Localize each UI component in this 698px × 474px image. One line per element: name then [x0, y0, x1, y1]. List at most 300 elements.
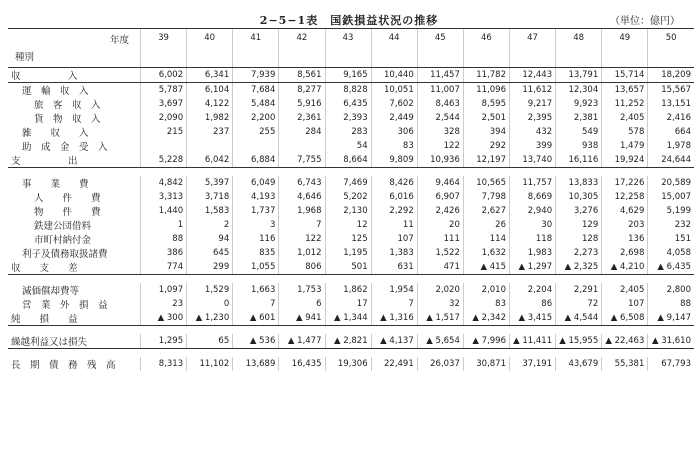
- value-cell: 549: [556, 125, 602, 139]
- table-row: [8, 125, 694, 139]
- year-header-cell: 42: [279, 29, 325, 68]
- row-label: [8, 311, 141, 326]
- value-cell: 2,381: [556, 111, 602, 125]
- value-cell: 15,714: [602, 68, 648, 83]
- value-cell: ▲ 415: [463, 260, 509, 275]
- value-cell: 12,443: [510, 68, 556, 83]
- value-cell: 1,632: [463, 246, 509, 260]
- value-cell: 8,669: [510, 190, 556, 204]
- row-label-text: 減価償却費等: [22, 286, 80, 297]
- value-cell: 11,007: [417, 83, 463, 98]
- value-cell: 6,104: [187, 83, 233, 98]
- section-gap: [8, 275, 694, 284]
- value-cell: 5,397: [187, 176, 233, 190]
- value-cell: 8,313: [141, 357, 187, 371]
- value-cell: 3,313: [141, 190, 187, 204]
- value-cell: 2,395: [510, 111, 556, 125]
- row-label: [8, 232, 141, 246]
- value-cell: 3: [233, 218, 279, 232]
- table-row: [8, 68, 694, 83]
- row-label: [8, 357, 141, 371]
- value-cell: ▲ 2,325: [556, 260, 602, 275]
- value-cell: 7,602: [371, 97, 417, 111]
- value-cell: ▲ 6,508: [602, 311, 648, 326]
- section-gap: [8, 349, 694, 358]
- value-cell: 13,740: [510, 153, 556, 168]
- value-cell: 203: [602, 218, 648, 232]
- value-cell: ▲ 4,544: [556, 311, 602, 326]
- kind-header-label: 種別: [15, 52, 35, 63]
- value-cell: 11,096: [463, 83, 509, 98]
- row-label: [8, 97, 141, 111]
- value-cell: 8,463: [417, 97, 463, 111]
- value-cell: 1,522: [417, 246, 463, 260]
- value-cell: 20,589: [648, 176, 694, 190]
- row-label-text: 営 業 外 損 益: [22, 300, 108, 311]
- value-cell: 6: [279, 297, 325, 311]
- value-cell: 7,798: [463, 190, 509, 204]
- value-cell: 6,435: [325, 97, 371, 111]
- value-cell: 129: [556, 218, 602, 232]
- header-corner-cell: [8, 29, 141, 68]
- year-header-cell: 45: [417, 29, 463, 68]
- value-cell: 128: [556, 232, 602, 246]
- value-cell: 86: [510, 297, 556, 311]
- value-cell: 6,042: [187, 153, 233, 168]
- row-label: [8, 190, 141, 204]
- value-cell: 107: [371, 232, 417, 246]
- value-cell: 30,871: [463, 357, 509, 371]
- value-cell: 8,828: [325, 83, 371, 98]
- value-cell: 1,753: [279, 283, 325, 297]
- value-cell: 664: [648, 125, 694, 139]
- value-cell: 1,737: [233, 204, 279, 218]
- year-header-label: 年度: [109, 35, 129, 46]
- value-cell: 2,204: [510, 283, 556, 297]
- value-cell: 631: [371, 260, 417, 275]
- value-cell: 4,122: [187, 97, 233, 111]
- value-cell: 2,010: [463, 283, 509, 297]
- value-cell: 23: [141, 297, 187, 311]
- value-cell: 125: [325, 232, 371, 246]
- table-row: [8, 334, 694, 349]
- value-cell: 5,916: [279, 97, 325, 111]
- value-cell: 2,361: [279, 111, 325, 125]
- value-cell: 1,055: [233, 260, 279, 275]
- value-cell: 6,016: [371, 190, 417, 204]
- year-header-cell: 46: [463, 29, 509, 68]
- value-cell: 107: [602, 297, 648, 311]
- value-cell: 7,469: [325, 176, 371, 190]
- value-cell: 88: [648, 297, 694, 311]
- value-cell: 2: [187, 218, 233, 232]
- row-label-text: 繰越利益又は損失: [11, 337, 88, 348]
- value-cell: 43,679: [556, 357, 602, 371]
- table-row: [8, 246, 694, 260]
- value-cell: 4,646: [279, 190, 325, 204]
- value-cell: 118: [510, 232, 556, 246]
- value-cell: 1,440: [141, 204, 187, 218]
- value-cell: 11,102: [187, 357, 233, 371]
- value-cell: 2,449: [371, 111, 417, 125]
- section-gap: [8, 326, 694, 335]
- row-label-text: 物 件 費: [34, 207, 101, 218]
- value-cell: 24,644: [648, 153, 694, 168]
- value-cell: ▲ 1,477: [279, 334, 325, 349]
- row-label: [8, 68, 141, 83]
- value-cell: ▲ 7,996: [463, 334, 509, 349]
- value-cell: 2,501: [463, 111, 509, 125]
- value-cell: 2,405: [602, 111, 648, 125]
- row-label: [8, 83, 141, 98]
- value-cell: 6,002: [141, 68, 187, 83]
- value-cell: 5,484: [233, 97, 279, 111]
- row-label-text: 雑 収 入: [22, 128, 89, 139]
- value-cell: 9,165: [325, 68, 371, 83]
- value-cell: 136: [602, 232, 648, 246]
- value-cell: 18,209: [648, 68, 694, 83]
- value-cell: 8,561: [279, 68, 325, 83]
- table-row: [8, 218, 694, 232]
- value-cell: 1,968: [279, 204, 325, 218]
- value-cell: ▲ 1,297: [510, 260, 556, 275]
- value-cell: 399: [510, 139, 556, 153]
- value-cell: 26,037: [417, 357, 463, 371]
- value-cell: 151: [648, 232, 694, 246]
- value-cell: ▲ 6,435: [648, 260, 694, 275]
- value-cell: 5,787: [141, 83, 187, 98]
- value-cell: 2,292: [371, 204, 417, 218]
- value-cell: 2,698: [602, 246, 648, 260]
- value-cell: 835: [233, 246, 279, 260]
- value-cell: 1,195: [325, 246, 371, 260]
- value-cell: 4,058: [648, 246, 694, 260]
- row-label: [8, 204, 141, 218]
- year-header-cell: 44: [371, 29, 417, 68]
- value-cell: 1,583: [187, 204, 233, 218]
- value-cell: 7: [279, 218, 325, 232]
- table-row: [8, 97, 694, 111]
- value-cell: 16,116: [556, 153, 602, 168]
- value-cell: 8,426: [371, 176, 417, 190]
- value-cell: 774: [141, 260, 187, 275]
- value-cell: 9,217: [510, 97, 556, 111]
- value-cell: 645: [187, 246, 233, 260]
- row-label: [8, 218, 141, 232]
- row-label: [8, 125, 141, 139]
- value-cell: ▲ 1,517: [417, 311, 463, 326]
- value-cell: 32: [417, 297, 463, 311]
- value-cell: 284: [279, 125, 325, 139]
- value-cell: 3,718: [187, 190, 233, 204]
- table-row: [8, 139, 694, 153]
- value-cell: 6,907: [417, 190, 463, 204]
- value-cell: ▲ 1,230: [187, 311, 233, 326]
- value-cell: 299: [187, 260, 233, 275]
- value-cell: 12,304: [556, 83, 602, 98]
- value-cell: 30: [510, 218, 556, 232]
- value-cell: 116: [233, 232, 279, 246]
- value-cell: 26: [463, 218, 509, 232]
- value-cell: 7,684: [233, 83, 279, 98]
- value-cell: 8,595: [463, 97, 509, 111]
- table-row: [8, 283, 694, 297]
- row-label: [8, 297, 141, 311]
- value-cell: 11,457: [417, 68, 463, 83]
- value-cell: 1,479: [602, 139, 648, 153]
- value-cell: 111: [417, 232, 463, 246]
- value-cell: 1,954: [371, 283, 417, 297]
- table-title: 2−5−1表 国鉄損益状況の推移: [259, 14, 439, 27]
- value-cell: 2,090: [141, 111, 187, 125]
- row-label-text: 収 支 差: [11, 263, 78, 274]
- value-cell: [233, 139, 279, 153]
- table-row: [8, 297, 694, 311]
- value-cell: 7: [233, 297, 279, 311]
- year-header-cell: 43: [325, 29, 371, 68]
- value-cell: 1,983: [510, 246, 556, 260]
- value-cell: ▲ 2,821: [325, 334, 371, 349]
- value-cell: 1: [141, 218, 187, 232]
- value-cell: 15,007: [648, 190, 694, 204]
- value-cell: 37,191: [510, 357, 556, 371]
- value-cell: ▲ 15,955: [556, 334, 602, 349]
- value-cell: 19,924: [602, 153, 648, 168]
- value-cell: 17,226: [602, 176, 648, 190]
- value-cell: 11,252: [602, 97, 648, 111]
- value-cell: 22,491: [371, 357, 417, 371]
- row-label-text: 人 件 費: [34, 193, 101, 204]
- table-row: [8, 153, 694, 168]
- value-cell: 114: [463, 232, 509, 246]
- value-cell: ▲ 3,415: [510, 311, 556, 326]
- row-label-text: 長 期 債 務 残 高: [11, 360, 116, 371]
- row-label-text: 市町村納付金: [34, 235, 92, 246]
- value-cell: 215: [141, 125, 187, 139]
- value-cell: 9,464: [417, 176, 463, 190]
- table-row: [8, 204, 694, 218]
- value-cell: 16,435: [279, 357, 325, 371]
- value-cell: 67,793: [648, 357, 694, 371]
- value-cell: 3,276: [556, 204, 602, 218]
- table-row: [8, 232, 694, 246]
- value-cell: 13,689: [233, 357, 279, 371]
- value-cell: ▲ 941: [279, 311, 325, 326]
- table-row: [8, 357, 694, 371]
- value-cell: 94: [187, 232, 233, 246]
- value-cell: 13,151: [648, 97, 694, 111]
- value-cell: 65: [187, 334, 233, 349]
- value-cell: 10,936: [417, 153, 463, 168]
- value-cell: 10,051: [371, 83, 417, 98]
- value-cell: ▲ 22,463: [602, 334, 648, 349]
- value-cell: ▲ 4,137: [371, 334, 417, 349]
- row-label: [8, 153, 141, 168]
- table-row: [8, 260, 694, 275]
- value-cell: 328: [417, 125, 463, 139]
- value-cell: 1,663: [233, 283, 279, 297]
- value-cell: 20: [417, 218, 463, 232]
- value-cell: 2,405: [602, 283, 648, 297]
- value-cell: 83: [371, 139, 417, 153]
- year-header-cell: 49: [602, 29, 648, 68]
- value-cell: 19,306: [325, 357, 371, 371]
- value-cell: [279, 139, 325, 153]
- year-header-cell: 48: [556, 29, 602, 68]
- value-cell: 72: [556, 297, 602, 311]
- value-cell: 12,258: [602, 190, 648, 204]
- value-cell: 122: [417, 139, 463, 153]
- row-label: [8, 139, 141, 153]
- value-cell: 88: [141, 232, 187, 246]
- value-cell: ▲ 9,147: [648, 311, 694, 326]
- value-cell: ▲ 2,342: [463, 311, 509, 326]
- year-header-cell: 40: [187, 29, 233, 68]
- row-label: [8, 176, 141, 190]
- value-cell: 2,416: [648, 111, 694, 125]
- year-header-cell: 39: [141, 29, 187, 68]
- value-cell: ▲ 1,344: [325, 311, 371, 326]
- table-body: [8, 29, 694, 372]
- table-row: [8, 190, 694, 204]
- value-cell: 2,940: [510, 204, 556, 218]
- value-cell: 5,199: [648, 204, 694, 218]
- value-cell: ▲ 11,411: [510, 334, 556, 349]
- value-cell: ▲ 31,610: [648, 334, 694, 349]
- value-cell: 386: [141, 246, 187, 260]
- value-cell: 122: [279, 232, 325, 246]
- value-cell: 1,295: [141, 334, 187, 349]
- value-cell: 13,791: [556, 68, 602, 83]
- value-cell: 501: [325, 260, 371, 275]
- row-label-text: 貨 物 収 入: [34, 114, 101, 125]
- value-cell: 11,612: [510, 83, 556, 98]
- table-row: [8, 111, 694, 125]
- value-cell: 9,923: [556, 97, 602, 111]
- value-cell: 6,884: [233, 153, 279, 168]
- value-cell: 938: [556, 139, 602, 153]
- value-cell: 232: [648, 218, 694, 232]
- value-cell: 8,664: [325, 153, 371, 168]
- value-cell: 15,567: [648, 83, 694, 98]
- value-cell: 6,049: [233, 176, 279, 190]
- row-label-text: 収 入: [11, 71, 78, 82]
- value-cell: [187, 139, 233, 153]
- value-cell: 283: [325, 125, 371, 139]
- value-cell: 237: [187, 125, 233, 139]
- value-cell: ▲ 4,210: [602, 260, 648, 275]
- value-cell: 471: [417, 260, 463, 275]
- value-cell: ▲ 5,654: [417, 334, 463, 349]
- value-cell: 7,755: [279, 153, 325, 168]
- row-label: [8, 260, 141, 275]
- row-label: [8, 246, 141, 260]
- value-cell: ▲ 300: [141, 311, 187, 326]
- value-cell: 1,097: [141, 283, 187, 297]
- value-cell: 11: [371, 218, 417, 232]
- value-cell: 13,833: [556, 176, 602, 190]
- value-cell: 306: [371, 125, 417, 139]
- value-cell: 1,982: [187, 111, 233, 125]
- value-cell: 83: [463, 297, 509, 311]
- table-row: [8, 311, 694, 326]
- value-cell: 1,862: [325, 283, 371, 297]
- row-label: [8, 283, 141, 297]
- value-cell: 2,627: [463, 204, 509, 218]
- value-cell: 4,842: [141, 176, 187, 190]
- value-cell: 11,757: [510, 176, 556, 190]
- value-cell: 55,381: [602, 357, 648, 371]
- value-cell: 578: [602, 125, 648, 139]
- row-label: [8, 334, 141, 349]
- row-label-text: 鉄建公団借料: [34, 221, 92, 232]
- row-label: [8, 111, 141, 125]
- row-label-text: 助 成 金 受 入: [22, 142, 108, 153]
- value-cell: 394: [463, 125, 509, 139]
- value-cell: 432: [510, 125, 556, 139]
- value-cell: 255: [233, 125, 279, 139]
- value-cell: 2,200: [233, 111, 279, 125]
- value-cell: 13,657: [602, 83, 648, 98]
- value-cell: 17: [325, 297, 371, 311]
- year-header-cell: 41: [233, 29, 279, 68]
- value-cell: 9,809: [371, 153, 417, 168]
- row-label-text: 純 損 益: [11, 314, 78, 325]
- value-cell: 3,697: [141, 97, 187, 111]
- value-cell: 6,743: [279, 176, 325, 190]
- value-cell: ▲ 601: [233, 311, 279, 326]
- value-cell: [141, 139, 187, 153]
- value-cell: 11,782: [463, 68, 509, 83]
- value-cell: 2,291: [556, 283, 602, 297]
- value-cell: 54: [325, 139, 371, 153]
- year-header-cell: 47: [510, 29, 556, 68]
- row-label-text: 利子及債務取扱諸費: [22, 249, 108, 260]
- value-cell: 10,440: [371, 68, 417, 83]
- header-row: [8, 29, 694, 68]
- value-cell: 2,426: [417, 204, 463, 218]
- unit-label: （単位：億円）: [610, 16, 680, 27]
- loss-profit-table: [8, 28, 694, 371]
- section-gap: [8, 168, 694, 177]
- value-cell: 4,629: [602, 204, 648, 218]
- value-cell: 2,273: [556, 246, 602, 260]
- value-cell: 806: [279, 260, 325, 275]
- value-cell: 7,939: [233, 68, 279, 83]
- value-cell: 8,277: [279, 83, 325, 98]
- value-cell: 10,565: [463, 176, 509, 190]
- value-cell: 1,012: [279, 246, 325, 260]
- table-row: [8, 176, 694, 190]
- value-cell: 2,544: [417, 111, 463, 125]
- value-cell: ▲ 536: [233, 334, 279, 349]
- value-cell: 4,193: [233, 190, 279, 204]
- value-cell: 2,393: [325, 111, 371, 125]
- value-cell: ▲ 1,316: [371, 311, 417, 326]
- value-cell: 6,341: [187, 68, 233, 83]
- value-cell: 1,383: [371, 246, 417, 260]
- year-header-cell: 50: [648, 29, 694, 68]
- value-cell: 5,228: [141, 153, 187, 168]
- value-cell: 1,978: [648, 139, 694, 153]
- value-cell: 12: [325, 218, 371, 232]
- row-label-text: 支 出: [11, 156, 78, 167]
- row-label-text: 運 輸 収 入: [22, 86, 89, 97]
- row-label-text: 旅 客 収 入: [34, 100, 101, 111]
- table-row: [8, 83, 694, 98]
- row-label-text: 事 業 費: [22, 179, 89, 190]
- value-cell: 5,202: [325, 190, 371, 204]
